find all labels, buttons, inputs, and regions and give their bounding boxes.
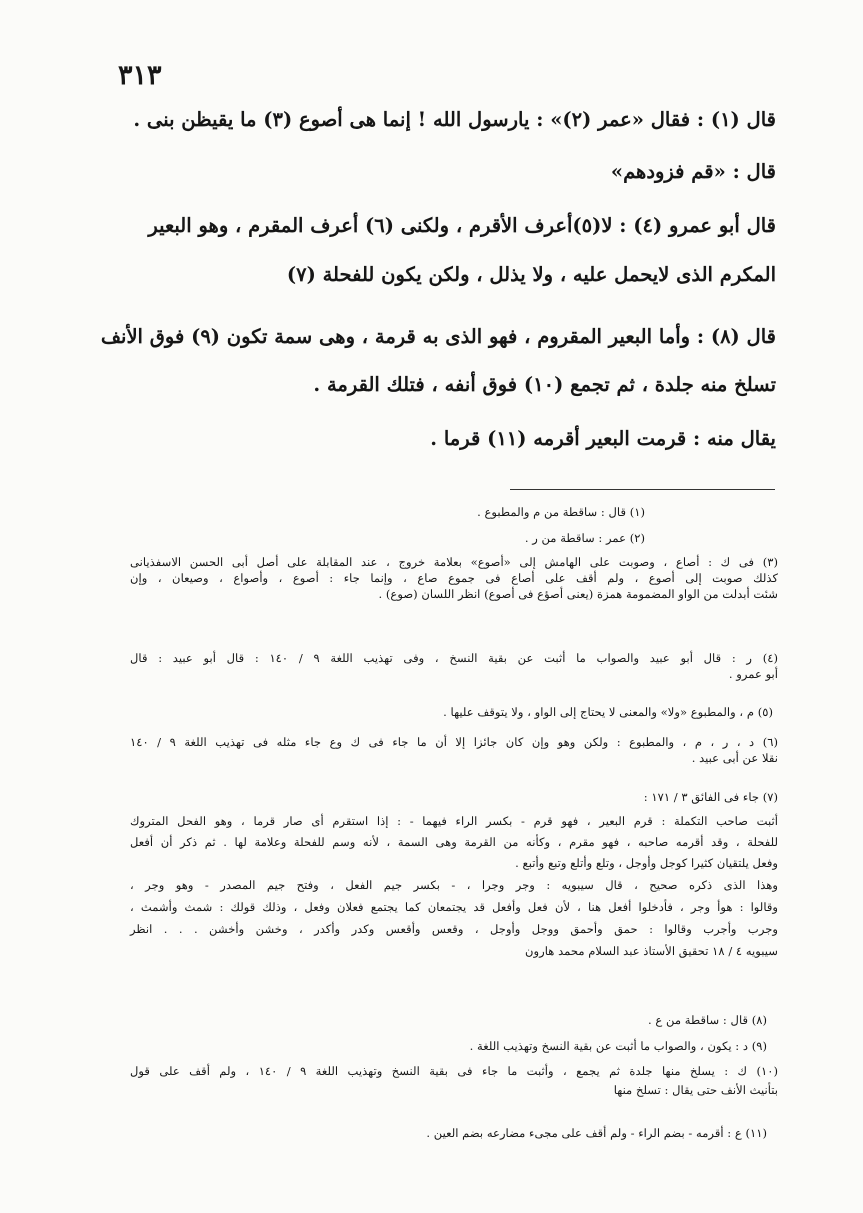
footnote-1: (١) قال : ساقطة من م والمطبوع . bbox=[477, 505, 645, 519]
main-line-7: يقال منه : قرمت البعير أقرمه (١١) قرما . bbox=[430, 427, 776, 450]
main-line-2: قال : «قم فزودهم» bbox=[610, 160, 776, 183]
main-line-1: قال (١) : فقال «عمر (٢)» : يارسول الله ! إنما هى أصوع (٣) ما يقيظن بنى . bbox=[133, 108, 776, 131]
main-line-3: قال أبو عمرو (٤) : لا(٥)أعرف الأقرم ، ولكنى (٦) أعرف المقرم ، وهو البعير bbox=[148, 214, 776, 237]
footnote-2: (٢) عمر : ساقطة من ر . bbox=[524, 531, 645, 545]
main-line-6: تسلخ منه جلدة ، ثم تجمع (١٠) فوق أنفه ، فتلك القرمة . bbox=[313, 373, 776, 396]
footnote-10: (١٠) ك : يسلخ منها جلدة ثم يجمع ، وأثبت ما جاء فى بقية النسخ وتهذيب اللغة ٩ / ١٤٠ ، ولم أقف على قول بتأنيث الأنف حتى يقال : تسلخ منها bbox=[130, 1064, 778, 1097]
footnote-11: (١١) ع : أقرمه - بضم الراء - ولم أقف على مجىء مضارعه بضم العين . bbox=[426, 1126, 767, 1140]
footnote-7: (٧) جاء فى الفائق ٣ / ١٧١ : أثبت صاحب التكملة : قرم البعير ، فهو قرم - بكسر الراء فيهما - : إذا استقرم أى صار قرما ، وهو الفحل المتروك للفحلة ، وقد أقرمه صاحبه ، فهو مقرم ، وكأنه من القرمة وهى السمة ، لأنه وسم للفحلة وعلامة لها . ثم ذكر أن أفعل وفعل يلتقيان كثيرا كوجل وأوجل ، وتلع وأتلع وتبع وأتبع . وهذا الذى ذكره صحيح ، قال سيبويه : وجر وجرا ، - بكسر جيم الفعل ، وفتح جيم المصدر - وهو وجر ، وقالوا : هوأ وجر ، فأدخلوا أفعل هنا ، لأن فعل وأفعل قد يجتمعان كما يجتمع فعلان وفعل ، وذلك قولك : شمث وأشمث ، وجرب وأجرب وقالوا : حمق وأحمق ووجل وأوجل ، وقعس وأقعس وكدر وأكدر ، وخشن وأخشن . . . انظر سيبويه ٤ / ١٨ تحقيق الأستاذ عبد السلام محمد هارون bbox=[130, 790, 778, 958]
footnote-5: (٥) م ، والمطبوع «ولا» والمعنى لا يحتاج إلى الواو ، ولا يتوقف عليها . bbox=[443, 705, 773, 719]
footnote-9: (٩) د : يكون ، والصواب ما أثبت عن بقية النسخ وتهذيب اللغة . bbox=[469, 1039, 767, 1053]
footnote-6: (٦) د ، ر ، م ، والمطبوع : ولكن وهو وإن كان جائزا إلا أن ما جاء فى ك وع جاء مثله فى تهذيب اللغة ٩ / ١٤٠ نقلا عن أبى عبيد . bbox=[130, 735, 779, 765]
main-line-4: المكرم الذى لايحمل عليه ، ولا يذلل ، ولكن يكون للفحلة (٧) bbox=[286, 263, 776, 286]
footnote-3: (٣) فى ك : أصاع ، وصوبت على الهامش إلى «أصوع» بعلامة خروج ، عند المقابلة على أصل أبى الحسن الاسفذيانى كذلك صوبت إلى أصوع ، ولم أقف على أصاع فى جموع صاع ، وإنما جاء : أصوع ، وأصواع ، وصيعان ، وإن شئت أبدلت من الواو المضمومة همزة (يعنى أصؤع فى أصوع) انظر اللسان (صوع) . bbox=[130, 555, 778, 601]
main-line-5: قال (٨) : وأما البعير المقروم ، فهو الذى به قرمة ، وهى سمة تكون (٩) فوق الأنف bbox=[100, 325, 776, 348]
page-number: ٣١٣ bbox=[118, 60, 162, 91]
footnote-8: (٨) قال : ساقطة من ع . bbox=[648, 1013, 767, 1027]
footnote-4: (٤) ر : قال أبو عبيد والصواب ما أثبت عن بقية النسخ ، وفى تهذيب اللغة ٩ / ١٤٠ : قال أبو عبيد : قال أبو عمرو . bbox=[130, 651, 779, 681]
footnote-divider bbox=[510, 489, 775, 490]
